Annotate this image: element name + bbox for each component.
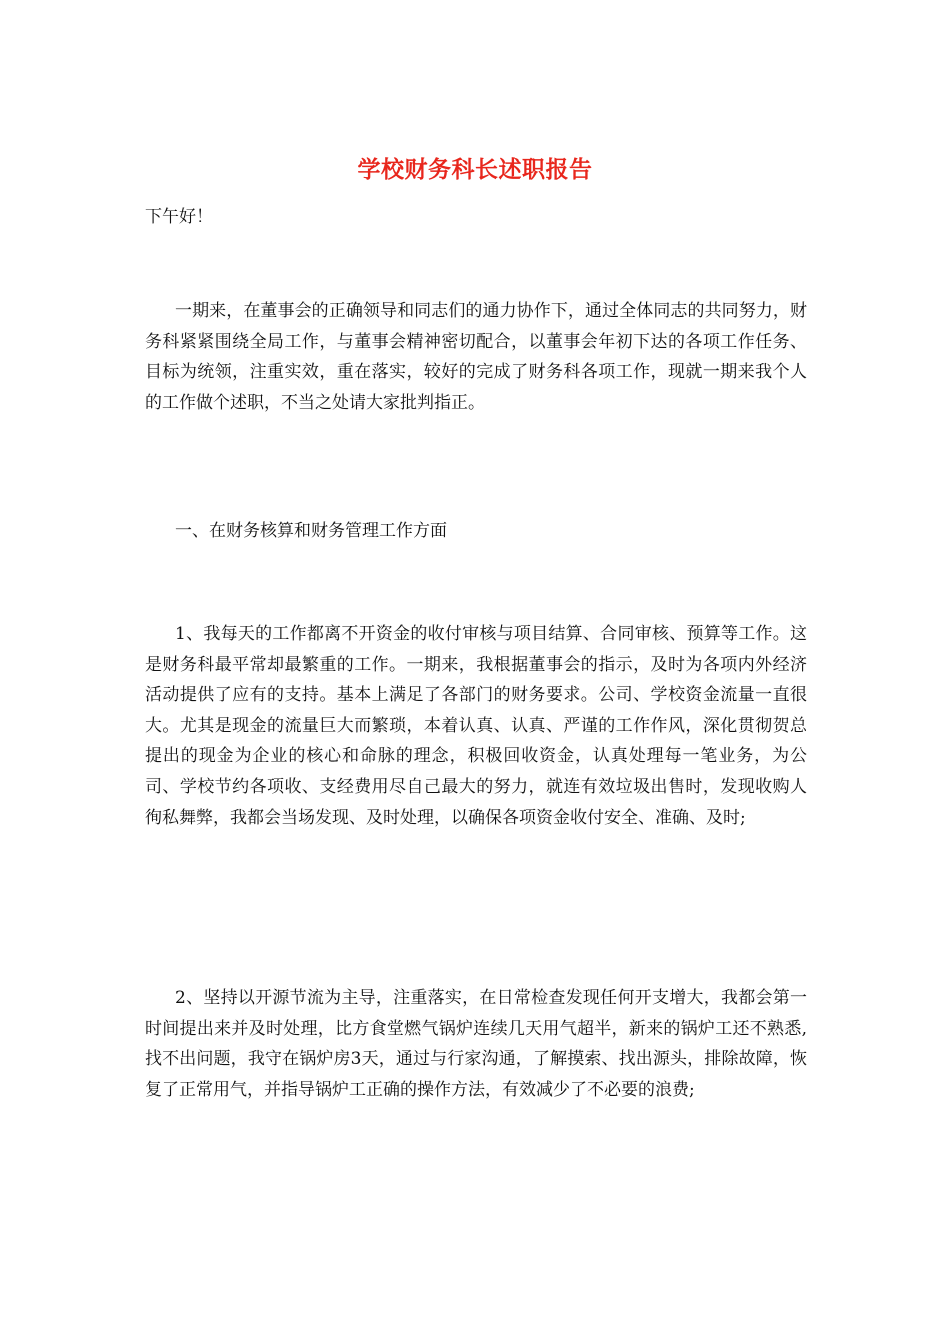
greeting-text: 下午好！ — [145, 207, 213, 227]
document-title: 学校财务科长述职报告 — [357, 156, 593, 183]
item-2-paragraph: 2、坚持以开源节流为主导，注重落实，在日常检查发现任何开支增大，我都会第一时间提出来并及时处理，比方食堂燃气锅炉连续几天用气超半，新来的锅炉工还不熟悉,找不出问题，我守在锅炉房3天，通过与行家沟通，了解摸索、找出源头，排除故障，恢复了正常用气，并指导锅炉工正确的操作方法，有效减少了不必要的浪费; — [145, 988, 807, 1100]
intro-paragraph: 一期来，在董事会的正确领导和同志们的通力协作下，通过全体同志的共同努力，财务科紧紧围绕全局工作，与董事会精神密切配合，以董事会年初下达的各项工作任务、目标为统领，注重实效，重在落实，较好的完成了财务科各项工作，现就一期来我个人的工作做个述职，不当之处请大家批判指正。 — [145, 301, 807, 413]
section-heading: 一、在财务核算和财务管理工作方面 — [175, 521, 447, 541]
item-1-paragraph: 1、我每天的工作都离不开资金的收付审核与项目结算、合同审核、预算等工作。这是财务科最平常却最繁重的工作。一期来，我根据董事会的指示，及时为各项内外经济活动提供了应有的支持。基本上满足了各部门的财务要求。公司、学校资金流量一直很大。尤其是现金的流量巨大而繁琐，本着认真、认真、严谨的工作作风，深化贯彻贺总提出的现金为企业的核心和命脉的理念，积极回收资金，认真处理每一笔业务，为公司、学校节约各项收、支经费用尽自己最大的努力，就连有效垃圾出售时，发现收购人徇私舞弊，我都会当场发现、及时处理，以确保各项资金收付安全、准确、及时; — [145, 624, 807, 828]
